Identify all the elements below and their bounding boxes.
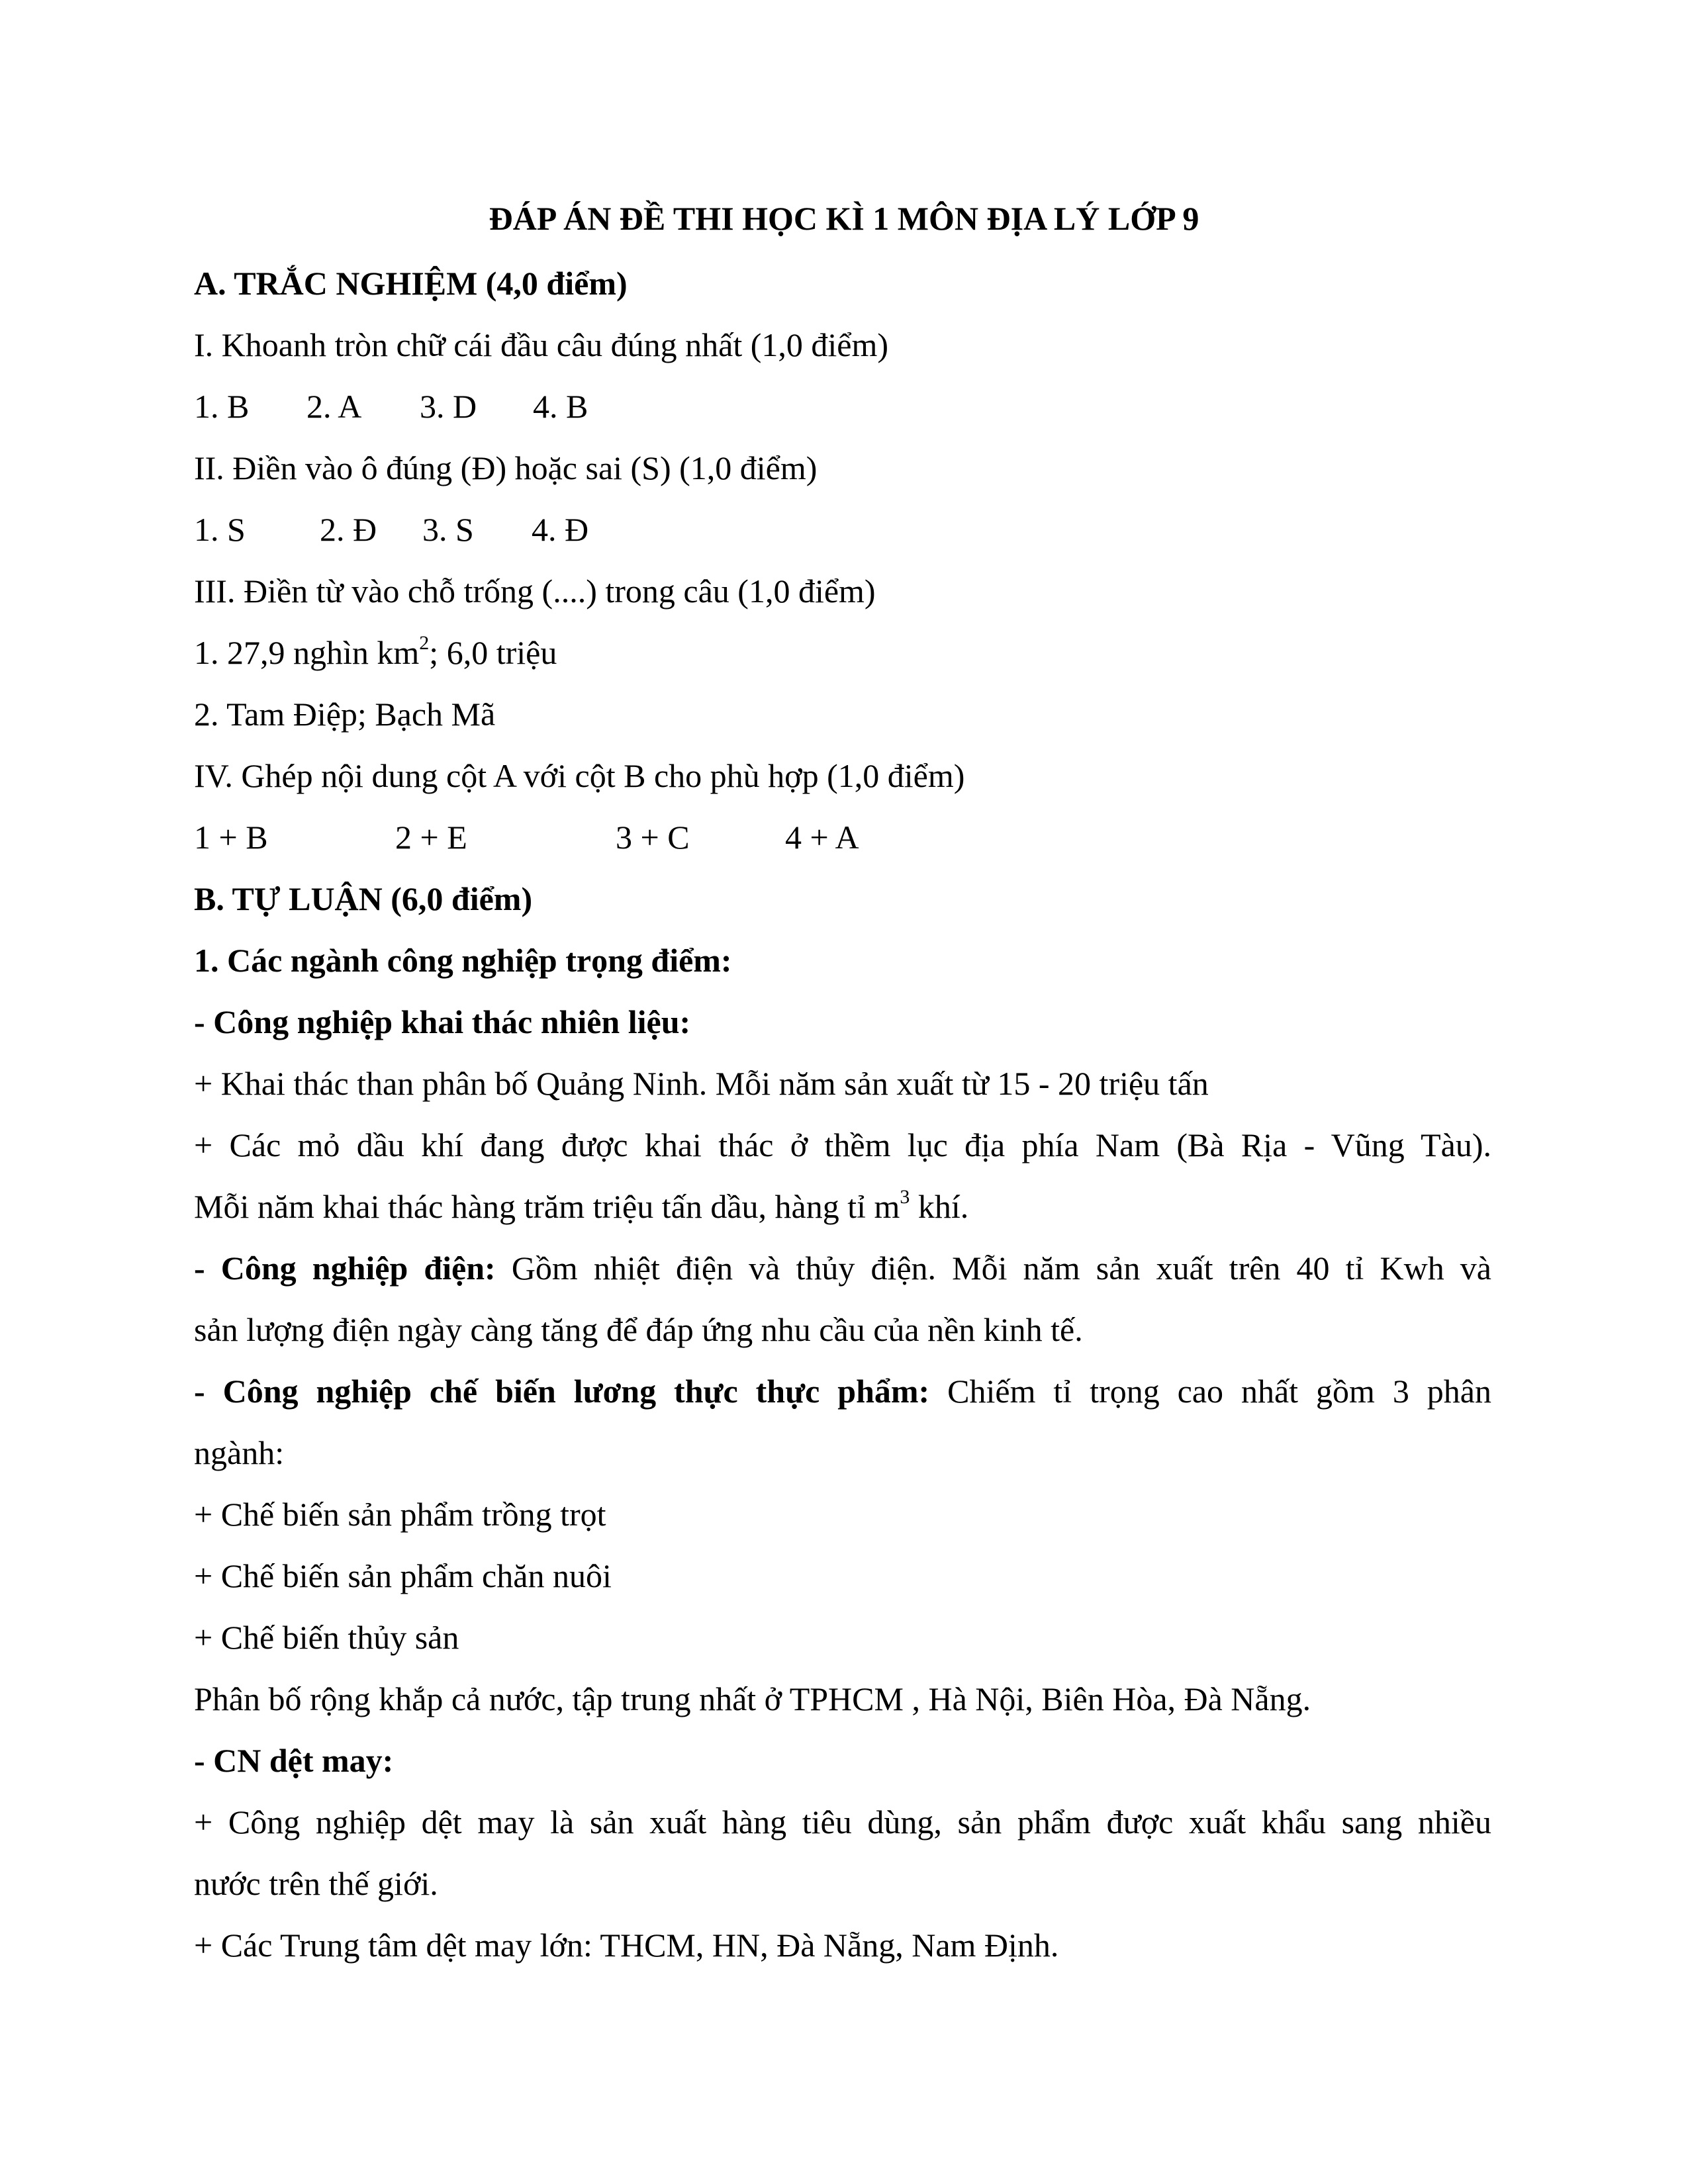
answer-text: 1. 27,9 nghìn km	[194, 634, 420, 671]
answer-item: 4. Đ	[532, 511, 589, 548]
food-distribution: Phân bố rộng khắp cả nước, tập trung nhất ở TPHCM , Hà Nội, Biên Hòa, Đà Nẵng.	[194, 1680, 1311, 1717]
part2-heading: II. Điền vào ô đúng (Đ) hoặc sai (S) (1,0 điểm)	[194, 449, 818, 486]
textile-industry-heading: - CN dệt may:	[194, 1742, 394, 1779]
part4-answers	[194, 807, 1491, 868]
answer-item: 4 + A	[785, 819, 859, 856]
answer-item: 1 + B	[194, 819, 268, 856]
answer-item: 1. B	[194, 388, 250, 425]
textile-line-2: nước trên thế giới.	[194, 1865, 438, 1902]
question-1-heading: 1. Các ngành công nghiệp trọng điểm:	[194, 942, 732, 979]
answer-item: 3. D	[420, 388, 477, 425]
answer-item: 2. A	[306, 388, 362, 425]
answer-item: 3. S	[422, 511, 474, 548]
power-industry-line-2: sản lượng điện ngày càng tăng để đáp ứng nhu cầu của nền kinh tế.	[194, 1311, 1083, 1348]
list-item: + Chế biến sản phẩm chăn nuôi	[194, 1557, 612, 1594]
textile-line-3: + Các Trung tâm dệt may lớn: THCM, HN, Đà Nẵng, Nam Định.	[194, 1927, 1059, 1964]
power-industry-line-1	[194, 1238, 1491, 1299]
answer-item: 3 + C	[616, 819, 690, 856]
part1-answers	[194, 376, 1491, 437]
answer-text: ; 6,0 triệu	[429, 634, 557, 671]
document-title: ĐÁP ÁN ĐỀ THI HỌC KÌ 1 MÔN ĐỊA LÝ LỚP 9	[489, 200, 1199, 237]
part2-answers	[194, 499, 1491, 561]
oil-paragraph-line-1: + Các mỏ dầu khí đang được khai thác ở thềm lục địa phía Nam (Bà Rịa - Vũng Tàu).	[194, 1126, 1491, 1163]
part3-heading: III. Điền từ vào chỗ trống (....) trong câu (1,0 điểm)	[194, 572, 876, 610]
list-item: + Chế biến sản phẩm trồng trọt	[194, 1496, 606, 1533]
answer-item: 2. Đ	[320, 511, 377, 548]
paragraph-text: khí.	[910, 1188, 969, 1225]
superscript: 2	[419, 632, 430, 655]
answer-item: 4. B	[533, 388, 588, 425]
oil-paragraph-line-2	[194, 1176, 1491, 1238]
list-item: + Chế biến thủy sản	[194, 1619, 459, 1656]
part4-heading: IV. Ghép nội dung cột A với cột B cho phù hợp (1,0 điểm)	[194, 757, 965, 794]
paragraph-text: Mỗi năm khai thác hàng trăm triệu tấn dầu, hàng tỉ m	[194, 1188, 900, 1225]
food-industry-label: - Công nghiệp chế biến lương thực thực phẩm:	[194, 1373, 930, 1410]
food-industry-line-2: ngành:	[194, 1434, 285, 1471]
coal-paragraph: + Khai thác than phân bố Quảng Ninh. Mỗi năm sản xuất từ 15 - 20 triệu tấn	[194, 1065, 1209, 1102]
document-body	[194, 253, 1491, 1976]
power-industry-label: - Công nghiệp điện:	[194, 1250, 496, 1287]
part3-answer-2: 2. Tam Điệp; Bạch Mã	[194, 696, 496, 733]
superscript: 3	[900, 1186, 910, 1208]
paragraph-text: Gồm nhiệt điện và thủy điện. Mỗi năm sản xuất trên 40 tỉ Kwh và	[495, 1250, 1491, 1287]
part3-answer-1	[194, 622, 1491, 684]
textile-line-1: + Công nghiệp dệt may là sản xuất hàng tiêu dùng, sản phẩm được xuất khẩu sang nhiều	[194, 1803, 1491, 1841]
answer-item: 1. S	[194, 511, 246, 548]
part1-heading: I. Khoanh tròn chữ cái đầu câu đúng nhất (1,0 điểm)	[194, 326, 888, 363]
fuel-industry-heading: - Công nghiệp khai thác nhiên liệu:	[194, 1003, 691, 1040]
food-industry-line-1	[194, 1361, 1491, 1422]
section-b-heading: B. TỰ LUẬN (6,0 điểm)	[194, 880, 533, 917]
paragraph-text: Chiếm tỉ trọng cao nhất gồm 3 phân	[929, 1373, 1491, 1410]
answer-item: 2 + E	[395, 819, 467, 856]
section-a-heading: A. TRẮC NGHIỆM (4,0 điểm)	[194, 265, 628, 302]
